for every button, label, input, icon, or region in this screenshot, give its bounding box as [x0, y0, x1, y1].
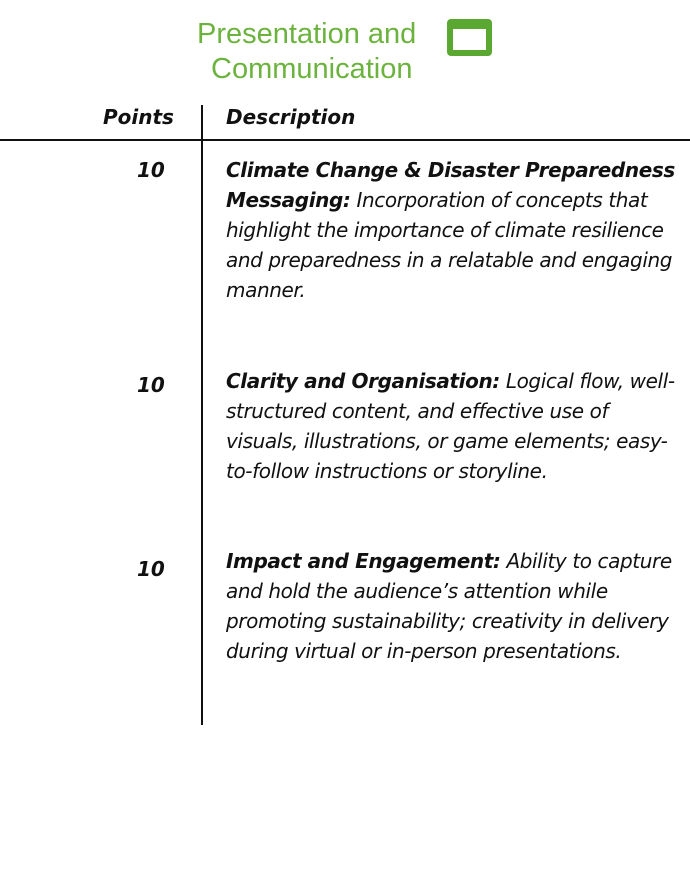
criterion-title: Clarity and Organisation: [226, 369, 500, 393]
row-description [226, 155, 676, 305]
points-column-header: Points [103, 105, 174, 129]
section-title [0, 14, 690, 94]
window-icon [447, 19, 492, 56]
criterion-title: Climate Change & Disaster Preparedness Messaging: [226, 158, 675, 212]
title-line-2: Communication [211, 53, 413, 85]
row-description [226, 366, 676, 486]
title-line-1: Presentation and [197, 18, 417, 50]
criterion-text: Logical flow, well-structured content, and effective use of visuals, illustrations, or game elements; easy-to-follow instructions or storyline. [226, 369, 675, 483]
row-points: 10 [137, 373, 165, 397]
criterion-text: Ability to capture and hold the audience’s attention while promoting sustainability; creativity in delivery during virtual or in-person presentations. [226, 549, 672, 663]
criterion-title: Impact and Engagement: [226, 549, 501, 573]
column-divider [201, 105, 203, 725]
criterion-text: Incorporation of concepts that highlight the importance of climate resilience and preparedness in a relatable and engaging manner. [226, 188, 673, 302]
row-points: 10 [137, 557, 165, 581]
row-points: 10 [137, 158, 165, 182]
header-divider [0, 139, 690, 141]
row-description [226, 546, 676, 666]
description-column-header: Description [226, 105, 356, 129]
